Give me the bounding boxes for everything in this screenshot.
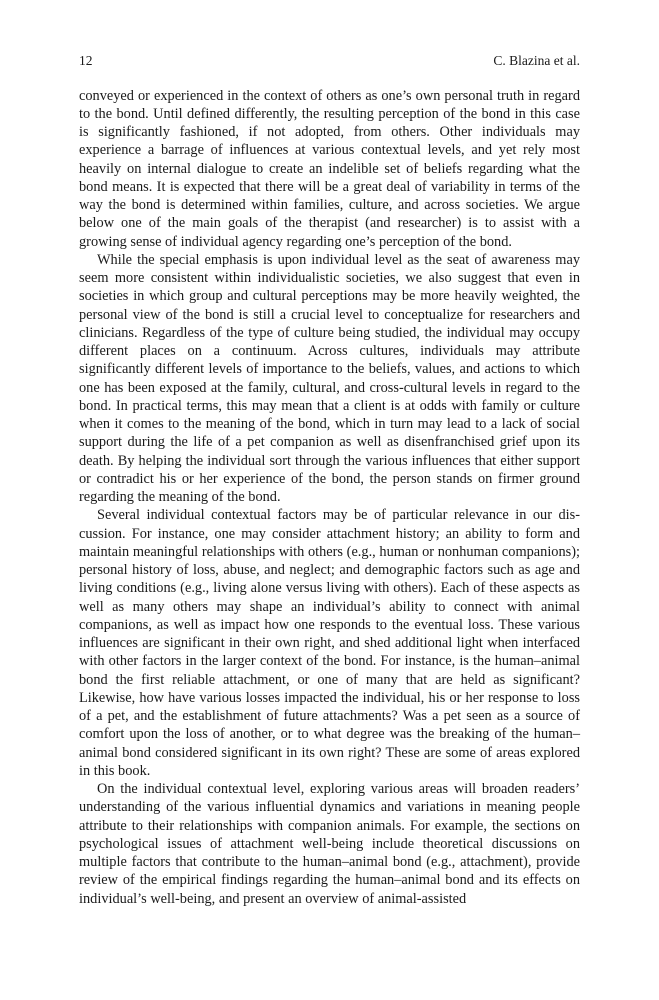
paragraph: conveyed or experienced in the context of others as one’s own personal truth in regard to the bond. Until defined differently, the resulting perception of the bond in this case is significantly fashioned, if not adopted, from others. Other individuals may experience a barrage of influences at various contextual levels, and yet rely most heavily on internal dialogue to create an indelible set of beliefs regarding what the bond means. It is expected that there will be a great deal of variability in terms of the way the bond is determined within families, culture, and across societies. We argue below one of the main goals of the therapist (and researcher) is to assist with a growing sense of individual agency regarding one’s perception of the bond. xyxy=(79,87,580,250)
paragraph: Several individual contextual factors may be of particular relevance in our discussion. For instance, one may consider attachment history; an ability to form and maintain meaningful relationships with others (e.g., human or nonhuman companions); personal history of loss, abuse, and neglect; and demographic factors such as age and living conditions (e.g., living alone versus living with others). Each of these aspects as well as many others may shape an individual’s ability to connect with animal companions, as well as impact how one responds to the eventual loss. These various influences are significant in their own right, and shed additional light when interfaced with other factors in the larger context of the bond. For instance, is the human–animal bond the first reliable attachment, or one of many that are held as significant? Likewise, how have various losses impacted the individual, his or her response to loss of a pet, and the establishment of future attachments? Was a pet seen as a source of comfort upon the loss of another, or to what degree was the breaking of the human–animal bond considered significant in its own right? These are some of areas explored in this book. xyxy=(79,507,580,779)
page-number: 12 xyxy=(79,53,93,68)
page-header xyxy=(79,52,580,70)
running-head: C. Blazina et al. xyxy=(493,53,580,68)
body-text xyxy=(79,87,580,908)
paragraph: On the individual contextual level, exploring various areas will broaden readers’ understanding of the various influential dynamics and variations in meaning people attribute to their relationships with companion animals. For example, the sections on psychological issues of attachment well-being include theoretical discussions on multiple factors that contribute to the human–animal bond (e.g., attachment), provide review of the empirical findings regarding the human–animal bond and its effects on individual’s well-being, and present an overview of animal-assisted xyxy=(79,781,580,907)
paragraph: While the special emphasis is upon individual level as the seat of awareness may seem more consistent within individualistic societies, we also suggest that even in societies in which group and cultural perceptions may be more heavily weighted, the personal view of the bond is still a crucial level to conceptualize for researchers and clinicians. Regardless of the type of culture being studied, the individual may occupy different places on a continuum. Across cultures, individuals may attribute significantly different levels of importance to the beliefs, values, and actions to which one has been exposed at the family, cultural, and cross-cultural levels in regard to the bond. In practical terms, this may mean that a client is at odds with family or culture when it comes to the meaning of the bond, which in turn may lead to a lack of social support during the life of a pet companion as well as disenfranchised grief upon its death. By helping the individual sort through the various influences that either support or contradict his or her experience of the bond, the person stands on firmer ground regarding the meaning of the bond. xyxy=(79,251,580,505)
